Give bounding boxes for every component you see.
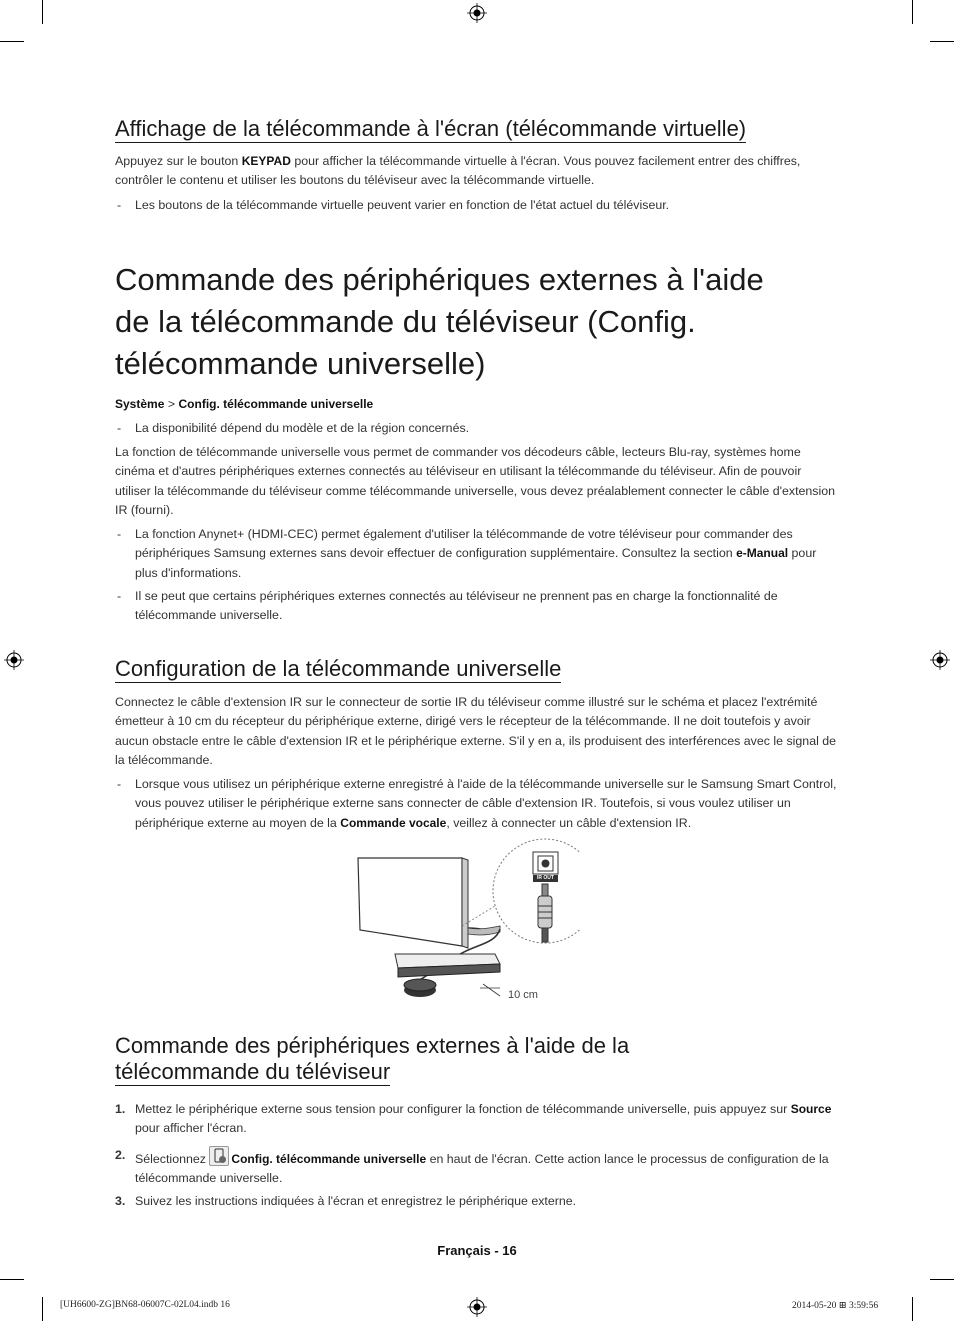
note: - La fonction Anynet+ (HDMI-CEC) permet également d'utiliser la télécommande de votre téléviseur pour commander des périphériques Samsung externes sans devoir effectuer de configuration supplémentaire. Consultez la section e-Manual pour plus d'informations. (117, 527, 817, 580)
crop-mark (912, 1297, 913, 1321)
paragraph: Connectez le câble d'extension IR sur le connecteur de sortie IR du téléviseur comme illustré sur le schéma et placez l'extrémité émetteur à 10 cm du récepteur du périphérique externe, dirigé vers le récepteur de la télécommande. Il ne doit toutefois y avoir aucun obstacle entre le câble d'extension IR et le périphérique externe. S'il y en a, ils produisent des interférences avec le signal de la télécommande. (115, 695, 837, 767)
section-title-control-devices: Commande des périphériques externes à l'aide de la télécommande du téléviseur (115, 1033, 630, 1084)
step-1: 1. Mettez le périphérique externe sous tension pour configurer la fonction de télécommande universelle, puis appuyez sur Source pour afficher l'écran. (115, 1102, 832, 1136)
distance-label: 10 cm (508, 989, 538, 1001)
crop-mark (930, 41, 954, 42)
note: - Lorsque vous utilisez un périphérique externe enregistré à l'aide de la télécommande universelle sur le Samsung Smart Control, vous pouvez utiliser le périphérique externe sans connecter de câble d'extension IR. Toutefois, si vous voulez utiliser un périphérique externe au moyen de la Commande vocale, veillez à connecter un câble d'extension IR. (117, 777, 837, 830)
page-number: Français - 16 (437, 1243, 517, 1258)
registration-mark-icon (930, 650, 950, 670)
paragraph: Appuyez sur le bouton KEYPAD pour afficher la télécommande virtuelle à l'écran. Vous pouvez facilement entrer des chiffres, contrôler le contenu et utiliser les boutons du téléviseur avec la télécommande virtuelle. (115, 154, 801, 188)
ir-out-label: IR OUT (537, 875, 554, 881)
note: - La disponibilité dépend du modèle et de la région concernés. (117, 421, 470, 435)
crop-mark (42, 1297, 43, 1321)
ir-extension-diagram (350, 836, 580, 1016)
section-title-universal-setup: Configuration de la télécommande universelle (115, 656, 562, 681)
note: - Les boutons de la télécommande virtuelle peuvent varier en fonction de l'état actuel du téléviseur. (117, 198, 670, 212)
step-3: 3. Suivez les instructions indiquées à l'écran et enregistrez le périphérique externe. (115, 1194, 577, 1208)
section-title-virtual-remote: Affichage de la télécommande à l'écran (télécommande virtuelle) (115, 116, 747, 141)
paragraph: La fonction de télécommande universelle vous permet de commander vos décodeurs câble, lecteurs Blu-ray, systèmes home cinéma et d'autres périphériques externes connectés au téléviseur en utilisant la télécommande du téléviseur. Afin de pouvoir utiliser la télécommande du téléviseur comme télécommande universelle, vous devez préalablement connecter le câble d'extension IR (fourni). (115, 445, 836, 517)
page-title: Commande des périphériques externes à l'aide de la télécommande du téléviseur (Config. télécommande universelle) (115, 262, 764, 381)
note: - Il se peut que certains périphériques externes connectés au téléviseur ne prennent pas en charge la fonctionnalité de télécommande universelle. (117, 589, 778, 623)
menu-path: Système > Config. télécommande universelle (115, 397, 374, 411)
print-timestamp: 2014-05-20 ⊞ 3:59:56 (792, 1301, 879, 1311)
registration-mark-icon (467, 1297, 487, 1317)
crop-mark (0, 41, 24, 42)
crop-mark (42, 0, 43, 24)
keypad-label: KEYPAD (241, 154, 291, 168)
crop-mark (0, 1279, 24, 1280)
registration-mark-icon (4, 650, 24, 670)
step-2: 2. Sélectionnez Config. télécommande universelle en haut de l'écran. Cette action lance le processus de configuration de la télécommande universelle. (115, 1148, 829, 1186)
print-slug: [UH6600-ZG]BN68-06007C-02L04.indb 16 (60, 1300, 230, 1310)
crop-mark (912, 0, 913, 24)
registration-mark-icon (467, 3, 487, 23)
crop-mark (930, 1279, 954, 1280)
remote-settings-icon (209, 1146, 229, 1166)
